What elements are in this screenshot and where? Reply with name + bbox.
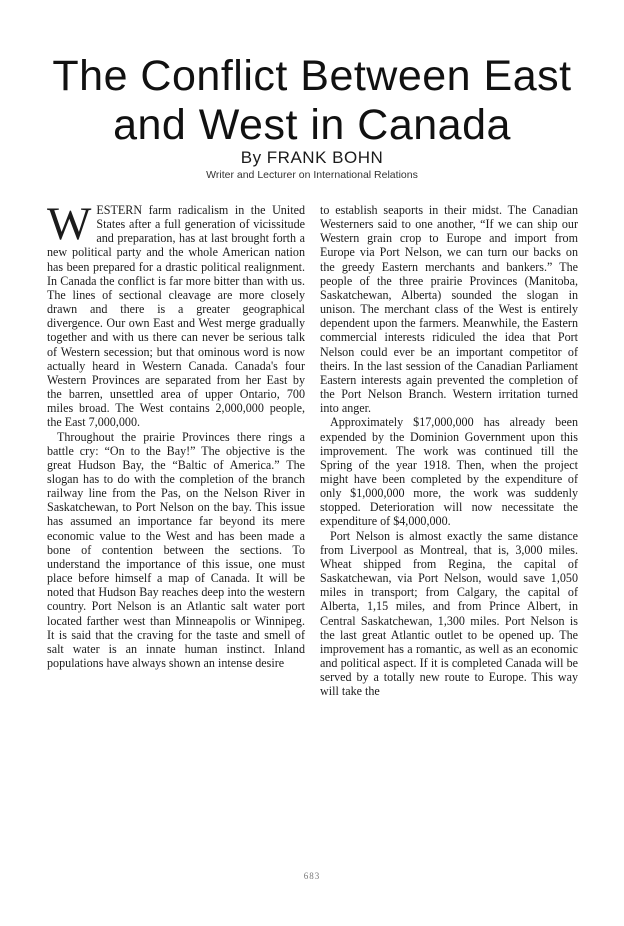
paragraph: Approximately $17,000,000 has already been expended by the Dominion Government upon this improvement. The work was continued till the Spring of the year 1918. Then, when the project might have been completed by the expenditure of only $1,000,000 more, the work was suddenly stopped. Deterioration will now necessitate the expenditure of $4,000,000. [320,415,578,529]
paragraph: to establish seaports in their midst. The Canadian Westerners said to one another, “If we can ship our Western grain crop to Europe and import from Europe via Port Nelson, we can turn our backs on the greedy Eastern merchants and bankers.” The people of the three prairie Provinces (Manitoba, Saskatchewan, Alberta) sounded the slogan in unison. The merchant class of the West is entirely dependent upon the farmers. Meanwhile, the Eastern commercial interests ridiculed the idea that Port Nelson could ever be an important competitor of theirs. In the last session of the Canadian Parliament Eastern interests again prevented the completion of the Port Nelson Branch. Western irritation turned into anger. [320,203,578,416]
drop-cap: W [47,198,92,250]
right-column [320,203,578,698]
article-title-line-1: The Conflict Between East [52,52,572,100]
paragraph: Throughout the prairie Provinces there rings a battle cry: “On to the Bay!” The objective is the great Hudson Bay, the “Baltic of America.” The slogan has to do with the completion of the branch railway line from the Pas, on the Nelson River in Saskatchewan, to Port Nelson on the bay. This issue has assumed an importance far beyond its mere economic value to the West and has been made a bone of contention between the sections. To understand the importance of this issue, one must place before himself a map of Canada. It will be noted that Hudson Bay reaches deep into the western country. Port Nelson is an Atlantic salt water port located farther west than Minneapolis or Winnipeg. It is said that the craving for the taste and smell of salt water is an innate human instinct. Inland populations have always shown an intense desire [47,429,305,670]
paragraph: Port Nelson is almost exactly the same distance from Liverpool as Montreal, that is, 3,000 miles. Wheat shipped from Regina, the capital of Saskatchewan, via Port Nelson, would save 1,050 miles in transport; from Calgary, the capital of Alberta, 1,15 miles, and from Prince Albert, in Central Saskatchewan, 1,300 miles. Port Nelson is the last great Atlantic outlet to be opened up. The improvement has a romantic, as well as an economic and political aspect. If it is completed Canada will be served by a totally new route to Europe. This way will take the [320,528,578,699]
left-column [47,198,305,670]
byline: By FRANK BOHN [240,148,384,167]
paragraph [47,198,305,430]
article-title-line-2: and West in Canada [113,101,511,149]
author-role: Writer and Lecturer on International Relations [206,169,418,181]
paragraph-text: ESTERN farm radicalism in the United States after a full generation of vicissitude and preparation, has at last brought forth a new political party and the whole American nation has been prepared for a drastic political realignment. In Canada the conflict is far more bitter than with us. The lines of sectional cleavage are more closely drawn and there is a greater geographical divergence. Our own East and West merge gradually together and with us there can never be serious talk of Western secession; but that ominous word is now actually heard in Western Canada. Canada's four Western Provinces are separated from her East by the barren, unsettled area of upper Ontario, 700 miles broad. The West contains 2,000,000 people, the East 7,000,000. [47,203,305,430]
page-number: 683 [303,871,321,881]
